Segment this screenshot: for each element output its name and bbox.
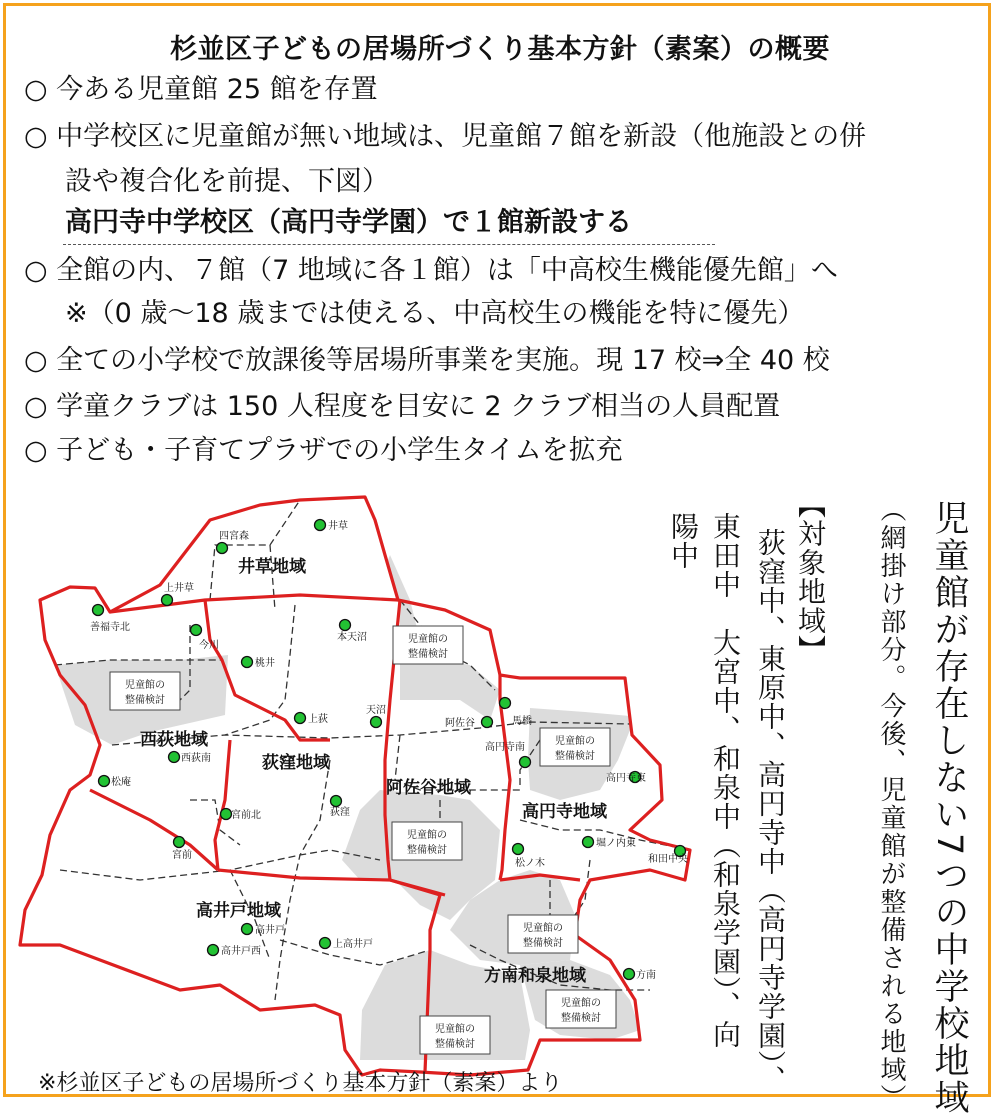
facility-dot	[320, 938, 331, 949]
facility-dot	[340, 620, 351, 631]
facility-label: 上井草	[164, 583, 194, 594]
facility-label: 上荻	[308, 714, 328, 725]
bullet-3-cont: ※（0 歳〜18 歳までは使える、中高校生の機能を特に優先）	[65, 298, 805, 329]
facility-label: 天沼	[366, 705, 386, 716]
svg-text:整備検討: 整備検討	[407, 845, 447, 856]
district-line	[60, 850, 380, 880]
planned-box	[546, 990, 616, 1028]
facility-dot	[242, 924, 253, 935]
planned-box	[540, 728, 610, 766]
facility-dot	[191, 625, 202, 636]
svg-text:児童館の: 児童館の	[523, 923, 563, 934]
svg-text:児童館の: 児童館の	[407, 830, 447, 841]
planned-box	[393, 626, 463, 664]
svg-text:整備検討: 整備検討	[561, 1013, 601, 1024]
target-area-line-2: 東田中 大宮中、和泉中（和泉学園）、向	[709, 512, 742, 1049]
facility-dot	[482, 717, 493, 728]
facility-dot	[99, 776, 110, 787]
facility-label: 荻窪	[330, 807, 350, 818]
border-nishiogi-south	[90, 790, 218, 870]
facility-dot	[500, 698, 511, 709]
region-label-igusa: 井草地域	[238, 557, 306, 577]
planned-box	[392, 822, 462, 860]
svg-text:児童館の: 児童館の	[408, 634, 448, 645]
planned-box	[110, 672, 180, 710]
region-label-koenji: 高円寺地域	[522, 802, 607, 822]
facility-label: 宮前	[172, 850, 192, 861]
svg-text:整備検討: 整備検討	[555, 751, 595, 762]
facility-label: 善福寺北	[90, 622, 130, 633]
region-label-takaido: 高井戸地域	[196, 901, 281, 921]
facility-dot	[583, 837, 594, 848]
svg-text:児童館の: 児童館の	[561, 998, 601, 1009]
facility-dot	[624, 969, 635, 980]
border-nishiogi-ogikubo	[215, 740, 230, 870]
planned-box	[420, 1016, 490, 1054]
facility-dot	[242, 657, 253, 668]
facility-label: 西荻南	[181, 753, 211, 764]
bullet-4: ○ 全ての小学校で放課後等居場所事業を実施。現 17 校⇒全 40 校	[24, 345, 830, 376]
facility-dot	[208, 945, 219, 956]
side-heading: 児童館が存在しない7つの中学校地域	[929, 500, 969, 1116]
facility-dot	[295, 713, 306, 724]
bullet-2-cont: 設や複合化を前提、下図）	[65, 166, 389, 197]
facility-label: 四宮森	[219, 531, 249, 542]
bullet-5: ○ 学童クラブは 150 人程度を目安に 2 クラブ相当の人員配置	[24, 391, 781, 422]
facility-dot	[217, 543, 228, 554]
target-area-label: 【対象地域】	[794, 490, 827, 664]
planned-box	[508, 915, 578, 953]
facility-label: 井草	[328, 521, 348, 532]
facility-label: 上高井戸	[333, 939, 373, 950]
region-label-nishiogi: 西荻地域	[140, 730, 208, 750]
region-label-asagaya: 阿佐谷地域	[386, 778, 471, 798]
bullet-2: ○ 中学校区に児童館が無い地域は、児童館７館を新設（他施設との併	[24, 121, 867, 152]
svg-text:整備検討: 整備検討	[125, 695, 165, 706]
district-line	[270, 545, 275, 610]
facility-label: 高円寺南	[485, 742, 525, 753]
target-area-line-1: 荻窪中、東原中、高円寺中（高円寺学園）、	[754, 528, 787, 1094]
bullet-3: ○ 全館の内、７館（7 地域に各１館）は「中高校生機能優先館」へ	[24, 255, 838, 286]
bullet-1: ○ 今ある児童館 25 館を存置	[24, 74, 378, 105]
district-line	[225, 605, 295, 735]
facility-label: 松ノ木	[515, 858, 545, 869]
facility-dot	[331, 796, 342, 807]
svg-text:児童館の: 児童館の	[555, 736, 595, 747]
facility-label: 高円寺東	[606, 773, 646, 784]
facility-dot	[513, 844, 524, 855]
facility-label: 桃井	[255, 658, 275, 669]
svg-text:児童館の: 児童館の	[125, 680, 165, 691]
facility-dot	[93, 605, 104, 616]
bullet-6: ○ 子ども・子育てプラザでの小学生タイムを拡充	[24, 435, 623, 466]
facility-label: 馬橋	[512, 716, 532, 727]
facility-label: 堀ノ内東	[596, 838, 636, 849]
facility-dot	[162, 595, 173, 606]
facility-dot	[221, 809, 232, 820]
facility-label: 今川	[199, 640, 219, 651]
facility-dot	[169, 752, 180, 763]
border-igusa-south	[110, 595, 398, 612]
side-subheading: （網掛け部分。今後、児童館が整備される地域）	[876, 496, 906, 1112]
facility-label: 本天沼	[337, 632, 367, 643]
facility-label: 阿佐谷	[445, 718, 475, 729]
facility-dot	[174, 837, 185, 848]
region-label-hounan: 方南和泉地域	[484, 966, 586, 986]
source-footnote: ※杉並区子どもの居場所づくり基本方針（素案）より	[38, 1071, 563, 1096]
facility-label: 方南	[636, 970, 656, 981]
facility-label: 和田中央	[648, 854, 688, 865]
target-area-line-3: 陽中	[667, 512, 700, 570]
facility-label: 松庵	[111, 777, 131, 788]
facility-label: 宮前北	[231, 810, 261, 821]
facility-dot	[371, 717, 382, 728]
page-title: 杉並区子どもの居場所づくり基本方針（素案）の概要	[170, 34, 830, 65]
facility-dot	[520, 757, 531, 768]
facility-dot	[315, 520, 326, 531]
facility-label: 高井戸西	[221, 946, 261, 957]
svg-text:整備検討: 整備検討	[435, 1039, 475, 1050]
svg-text:整備検討: 整備検討	[523, 938, 563, 949]
svg-text:整備検討: 整備検討	[408, 649, 448, 660]
bullet-2-highlight: 高円寺中学校区（高円寺学園）で１館新設する	[65, 207, 632, 238]
svg-text:児童館の: 児童館の	[435, 1024, 475, 1035]
region-label-ogikubo: 荻窪地域	[262, 753, 330, 773]
facility-label: 高井戸	[255, 925, 285, 936]
